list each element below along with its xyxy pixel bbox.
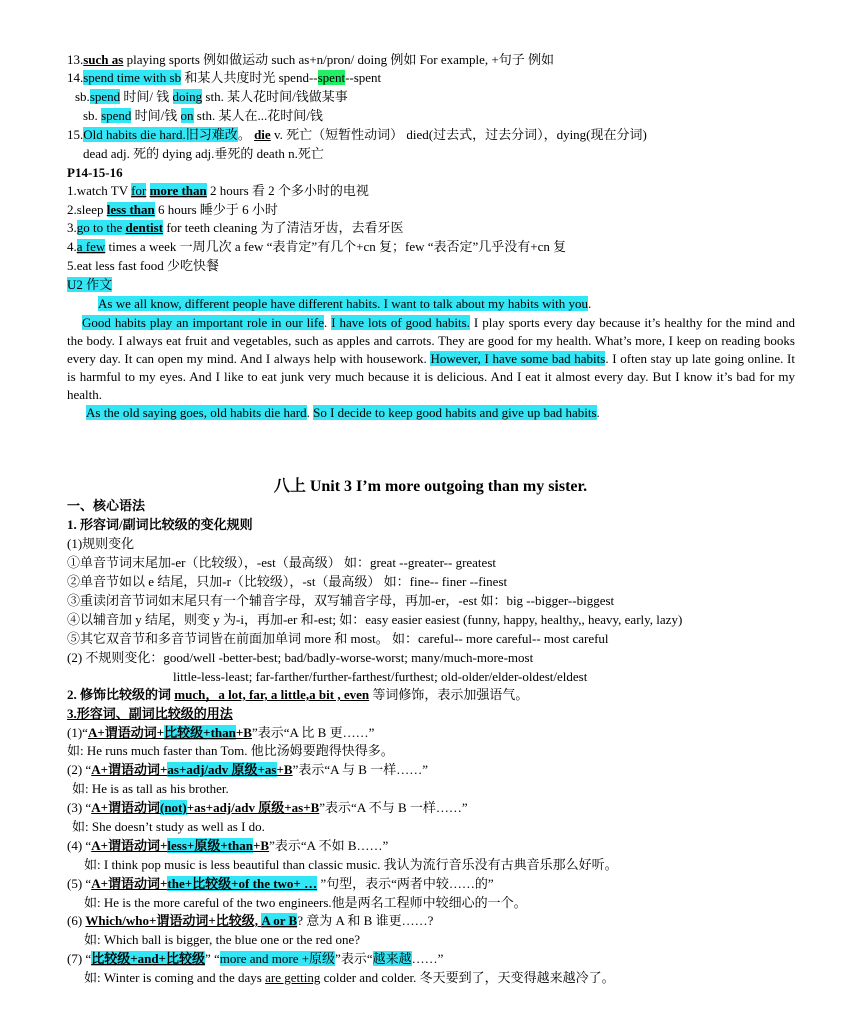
text-segment: for teeth cleaning 为了清洁牙齿，去看牙医 <box>163 220 404 235</box>
text-line <box>75 88 348 106</box>
text-segment: A+谓语动词 <box>91 800 160 815</box>
text-segment: 2. 修饰比较级的词 <box>67 687 175 702</box>
text-segment: spend <box>89 89 121 104</box>
text-segment: . <box>588 296 592 311</box>
text-segment: (2) “ <box>67 762 92 777</box>
text-segment: Old habits die hard. <box>83 127 186 142</box>
text-segment: (4) “ <box>67 838 92 853</box>
text-segment: A+谓语动词+ <box>87 725 165 740</box>
text-segment: Which/who+谓语动词+比较级, <box>85 913 262 928</box>
text-segment: 3. <box>67 220 77 235</box>
text-segment: sb. <box>83 108 102 123</box>
text-segment: 4. <box>67 239 77 254</box>
text-segment: 1.watch TV <box>67 183 132 198</box>
text-segment: 5.eat less fast food 少吃快餐 <box>67 258 220 273</box>
text-line <box>67 257 219 275</box>
text-segment: more and more +原级 <box>219 951 336 966</box>
text-segment: the+比较级+of the two+ … <box>167 876 318 891</box>
text-line <box>173 668 587 686</box>
text-line <box>67 238 566 256</box>
text-segment: (1)规则变化 <box>67 536 135 551</box>
text-segment: (5) “ <box>67 876 92 891</box>
text-segment: 。 <box>237 127 255 142</box>
text-segment: spend time with sb <box>83 70 182 85</box>
text-segment: 时间/ 钱 <box>120 89 173 104</box>
text-line <box>98 295 591 313</box>
text-segment: A+谓语动词+ <box>91 762 168 777</box>
text-segment: spent <box>317 70 346 85</box>
text-line <box>67 182 369 200</box>
text-segment: ②单音节如以 e 结尾，只加-r（比较级），-st（最高级） 如：fine-- finer --finest <box>67 574 508 589</box>
text-line <box>67 761 428 779</box>
text-segment: little-less-least; far-farther/further-farthest/furthest; old-older/elder-oldest/eldest <box>173 669 588 684</box>
text-line <box>67 573 507 591</box>
text-line <box>67 535 134 553</box>
text-segment: P14-15-16 <box>67 165 123 180</box>
text-segment: A+谓语动词+ <box>91 838 168 853</box>
text-segment: . <box>596 405 600 420</box>
text-line <box>67 497 145 515</box>
text-segment: 如: He is the more careful of the two engineers.他是两名工程师中较细心的一个。 <box>84 895 527 910</box>
text-segment: ”句型，表示“两者中较……的” <box>317 876 494 891</box>
text-segment: ⑤其它双音节和多音节词皆在前面加单词 more 和 most。 如：careful-- more careful-- most careful <box>67 631 609 646</box>
text-segment: 等词修饰，表示加强语气。 <box>369 687 529 702</box>
text-line <box>67 742 394 760</box>
text-segment: ”表示“A 不如 B……” <box>269 838 389 853</box>
text-segment: as+adj/adv 原级+as <box>167 762 277 777</box>
text-segment: are getting <box>265 970 321 985</box>
text-segment: +as+adj/adv 原级+as+B <box>186 800 320 815</box>
text-line <box>72 780 229 798</box>
text-segment: 一、核心语法 <box>67 498 146 513</box>
text-segment: 如: She doesn’t study as well as I do. <box>72 819 265 834</box>
text-line <box>67 630 609 648</box>
text-segment: sth. 某人在...花时间/钱 <box>193 108 323 123</box>
text-segment: 比较级+than <box>164 725 236 740</box>
text-line <box>84 856 618 874</box>
text-line <box>67 950 443 968</box>
text-segment: dead adj. 死的 dying adj.垂死的 death n.死亡 <box>83 146 324 161</box>
text-line <box>67 69 381 87</box>
text-segment: sth. 某人花时间/钱做某事 <box>202 89 348 104</box>
text-segment: A+谓语动词+ <box>91 876 168 891</box>
text-line <box>67 686 528 704</box>
text-segment: U2 作文 <box>67 277 113 292</box>
text-segment: --spent <box>345 70 382 85</box>
essay-paragraph <box>67 314 795 404</box>
text-segment: 13. <box>67 52 84 67</box>
text-line <box>86 404 600 422</box>
text-line <box>67 649 533 667</box>
text-segment: As we all know, different people have different habits. I want to talk about my habits with you <box>98 296 589 311</box>
unit-title: 八上 Unit 3 I’m more outgoing than my sister. <box>273 478 588 495</box>
text-line <box>84 894 527 912</box>
text-line <box>67 705 233 723</box>
text-segment: 如: He is as tall as his brother. <box>72 781 229 796</box>
text-line <box>67 912 433 930</box>
text-segment: (3) “ <box>67 800 92 815</box>
text-segment: dentist <box>125 220 164 235</box>
essay-segment: I play sports every day because it’s healthy for the mind and the body. I always eat fruit and vegetables, such as apples and carrots. They are good for my health. What’s more, I keep on reading books every day. It can open my mind. And I always help with housework. <box>67 315 795 366</box>
text-segment: A or B <box>261 913 298 928</box>
text-line <box>67 875 494 893</box>
text-segment: sb. <box>75 89 90 104</box>
text-line <box>67 611 682 629</box>
text-segment: +B <box>276 762 293 777</box>
text-line <box>67 592 614 610</box>
text-segment: ? 意为 A 和 B 谁更……? <box>297 913 434 928</box>
text-line <box>67 219 404 237</box>
text-line <box>67 799 468 817</box>
text-segment: ①单音节词末尾加-er（比较级），-est（最高级） 如：great --greater-- greatest <box>67 555 496 570</box>
text-segment: (1)“ <box>67 725 88 740</box>
text-line <box>67 51 554 69</box>
text-segment: ”表示“A 不与 B 一样……” <box>319 800 468 815</box>
text-segment: So I decide to keep good habits and give up bad habits <box>313 405 597 420</box>
text-segment: . <box>306 405 314 420</box>
text-line <box>72 818 265 836</box>
text-line <box>67 516 253 534</box>
text-segment: ”表示“ <box>335 951 373 966</box>
text-segment: ” “ <box>204 951 220 966</box>
text-segment: v. 死亡（短暂性动词） died(过去式，过去分词），dying(现在分词) <box>270 127 647 142</box>
text-segment: 如: Which ball is bigger, the blue one or the red one? <box>84 932 361 947</box>
text-segment: ”表示“A 与 B 一样……” <box>292 762 428 777</box>
text-segment: for <box>131 183 147 198</box>
text-segment: +B <box>235 725 252 740</box>
essay-segment: . I often stay up late going online. It is harmful to my eyes. And I like to eat junk very much because it is delicious. And I eat it almost every day. But I know it’s bad for my health. <box>67 351 795 402</box>
text-segment: less+原级+than <box>167 838 254 853</box>
text-line <box>67 164 123 182</box>
text-segment: 3.形容词、副词比较级的用法 <box>67 706 233 721</box>
text-line <box>83 145 324 163</box>
text-segment: (7) “ <box>67 951 92 966</box>
text-segment: ”表示“A 比 B 更……” <box>251 725 375 740</box>
text-segment: 时间/钱 <box>131 108 181 123</box>
text-segment: doing <box>172 89 203 104</box>
text-segment: 2 hours 看 2 个多小时的电视 <box>206 183 369 198</box>
text-line <box>67 126 647 144</box>
text-segment: more than <box>149 183 207 198</box>
text-segment: colder and colder. 冬天要到了，天变得越来越冷了。 <box>320 970 615 985</box>
text-segment: 如: Winter is coming and the days <box>84 970 266 985</box>
text-segment: 如: He runs much faster than Tom. 他比汤姆要跑得快得多。 <box>67 743 394 758</box>
text-segment: As the old saying goes, old habits die hard <box>86 405 307 420</box>
text-line <box>67 724 374 742</box>
essay-segment: However, I have some bad habits <box>430 351 606 366</box>
text-segment: go to the <box>76 220 126 235</box>
text-line <box>67 201 278 219</box>
text-segment: 如: I think pop music is less beautiful than classic music. 我认为流行音乐没有古典音乐那么好听。 <box>84 857 618 872</box>
text-segment: (2) 不规则变化：good/well -better-best; bad/badly-worse-worst; many/much-more-most <box>67 650 534 665</box>
text-segment: 越来越 <box>372 951 412 966</box>
text-segment: ……” <box>411 951 444 966</box>
text-segment: playing sports 例如做运动 such as+n/pron/ doing 例如 For example, +句子 例如 <box>123 52 554 67</box>
text-segment: much，a lot, far, a little,a bit , even <box>174 687 370 702</box>
text-segment: ④以辅音加 y 结尾，则变 y 为-i，再加-er 和-est; 如：easy easier easiest (funny, happy, healthy,, heavy, early, lazy) <box>67 612 683 627</box>
text-line <box>67 837 388 855</box>
text-segment: a few <box>76 239 106 254</box>
text-segment: ③重读闭音节词如末尾只有一个辅音字母，双写辅音字母，再加-er，-est 如：big --bigger--biggest <box>67 593 615 608</box>
text-segment: (6) <box>67 913 86 928</box>
text-segment: less than <box>106 202 155 217</box>
text-segment: 旧习难改 <box>185 127 238 142</box>
text-segment: on <box>180 108 194 123</box>
essay-segment: . <box>323 315 332 330</box>
text-segment: (not) <box>159 800 187 815</box>
text-line <box>84 969 615 987</box>
text-segment: spend <box>101 108 132 123</box>
text-segment: times a week 一周几次 a few “表肯定”有几个+cn 复；few “表否定”几乎没有+cn 复 <box>105 239 567 254</box>
text-line <box>67 276 112 294</box>
text-line <box>67 554 496 572</box>
essay-segment: Good habits play an important role in our life <box>82 315 324 330</box>
text-segment: 15. <box>67 127 84 142</box>
essay-segment: I have lots of good habits. <box>331 315 470 330</box>
text-line <box>83 107 323 125</box>
text-segment: 2.sleep <box>67 202 107 217</box>
text-segment: 比较级+and+比较级 <box>91 951 205 966</box>
text-segment: such as <box>83 52 124 67</box>
text-segment: 和某人共度时光 spend-- <box>181 70 318 85</box>
text-segment: 14. <box>67 70 84 85</box>
text-segment: 6 hours 睡少于 6 小时 <box>154 202 278 217</box>
text-segment: +B <box>253 838 270 853</box>
text-segment: die <box>254 127 271 142</box>
text-line <box>84 931 360 949</box>
text-segment: 1. 形容词/副词比较级的变化规则 <box>67 517 253 532</box>
